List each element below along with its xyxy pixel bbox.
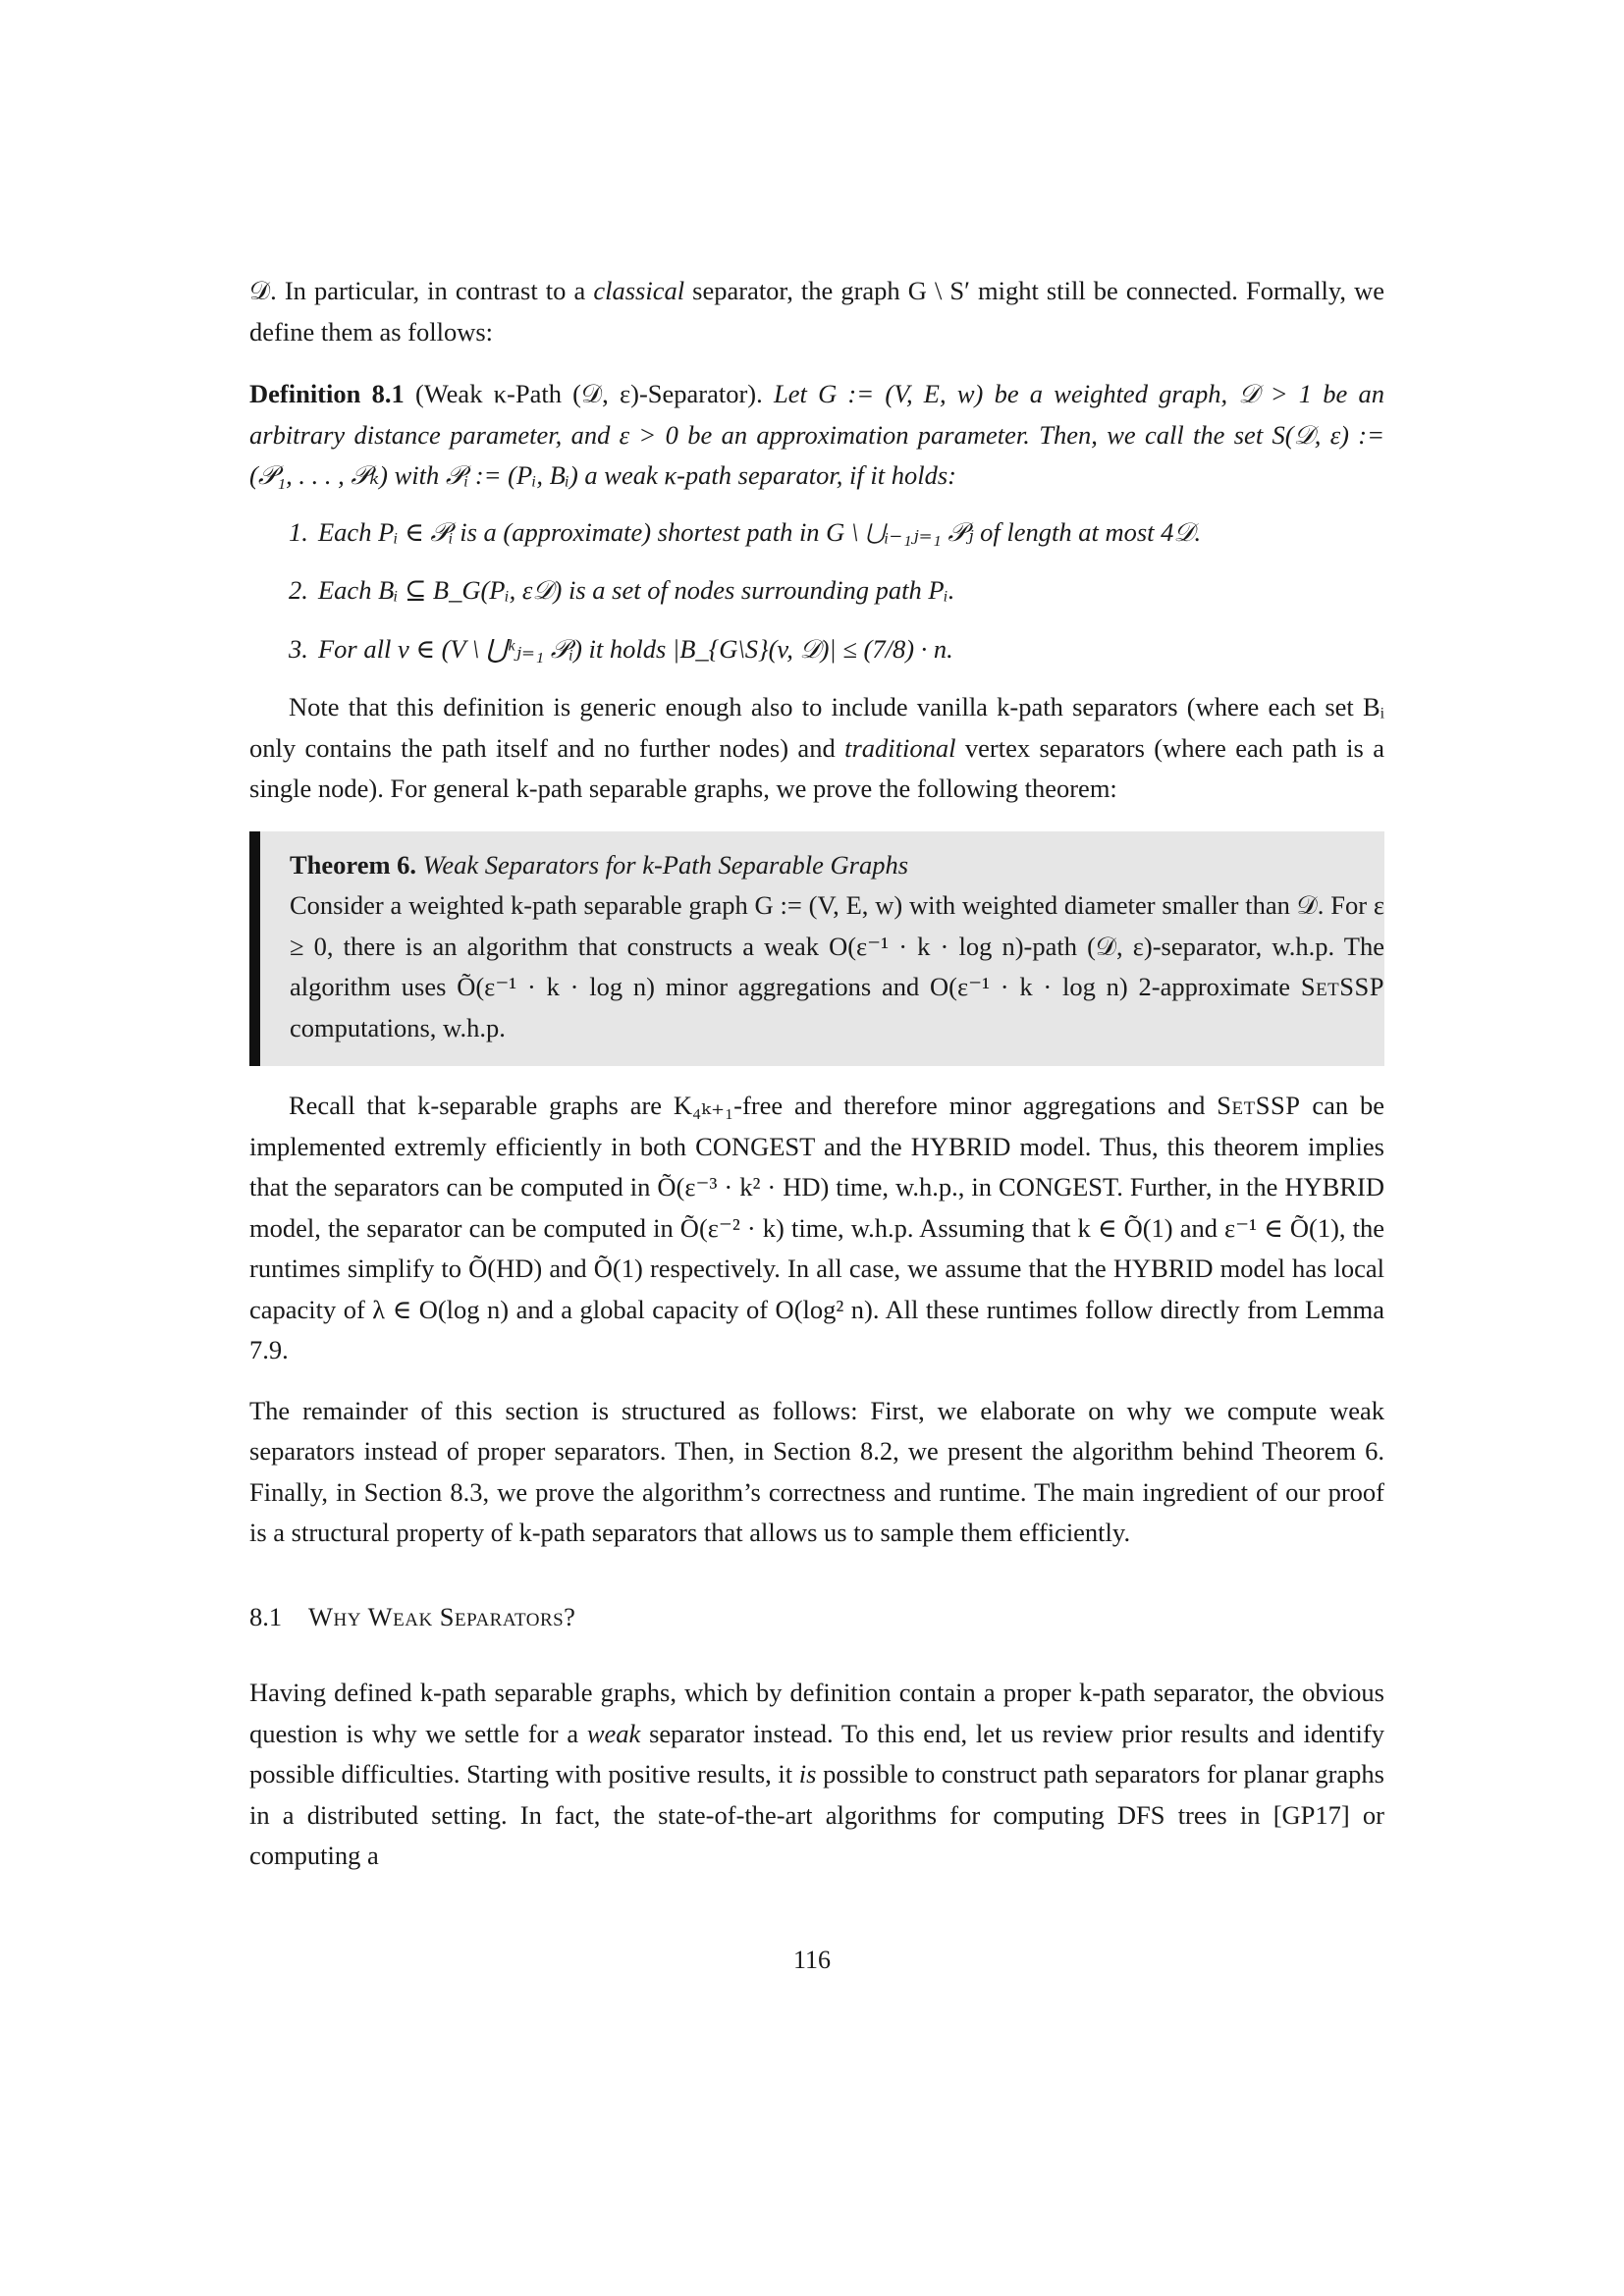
condition-text: Each Bᵢ ⊆ B_G(Pᵢ, ε𝒟) is a set of nodes surrounding path Pᵢ. [318,575,955,605]
note-text-1: Note that this definition is generic enough also to include vanilla k-path separators (where each set Bᵢ only contains the path itself and no further nodes) and [249,692,1384,763]
definition-condition-3 [289,629,1384,670]
condition-text: For all v ∈ (V \ ⋃ᵏⱼ₌₁ 𝒫ᵢ) it holds |B_{G\S}(v, 𝒟)| ≤ (7/8) · n. [318,633,953,664]
page-body [249,271,1384,1877]
section-number: 8.1 [249,1601,283,1631]
final-text-1: Having defined k-path separable graphs, which by definition contain a proper k-path separator, the obvious question is why we settle for a [249,1678,1384,1748]
definition-statement: Let G := (V, E, w) be a weighted graph, 𝒟 > 1 be an arbitrary distance parameter, and ε > 0 be an approximation parameter. Then, we call the set S(𝒟, ε) := (𝒫₁, . . . , 𝒫ₖ) with 𝒫ᵢ := (Pᵢ, Bᵢ) a weak κ-path separator, if it holds: [249,379,1385,490]
final-text-3: possible to construct path separators for planar graphs in a distributed setting. In fact, the state-of-the-art algorithms for computing DFS trees in [GP17] or computing a [249,1759,1384,1870]
theorem-box [249,831,1384,1067]
condition-text: Each Pᵢ ∈ 𝒫ᵢ is a (approximate) shortest path in G \ ⋃ᵢ₋₁ⱼ₌₁ 𝒫ⱼ of length at most 4𝒟. [318,516,1202,547]
final-text-2: separator instead. To this end, let us review prior results and identify possible difficulties. Starting with positive results, it [249,1718,1384,1789]
recall-paragraph [249,1086,1384,1371]
final-emphasis-is: is [798,1759,817,1789]
theorem-setssp: SetSSP [1300,972,1384,1001]
theorem-subtitle: Weak Separators for k-Path Separable Graphs [422,849,909,880]
remainder-paragraph: The remainder of this section is structured as follows: First, we elaborate on why we compute weak separators instead of proper separators. Then, in Section 8.2, we present the algorithm behind Theorem 6. Finally, in Section 8.3, we prove the algorithm’s correctness and runtime. The main ingredient of our proof is a structural property of k-path separators that allows us to sample them efficiently. [249,1395,1384,1547]
definition-condition-1 [289,512,1384,554]
intro-text-2: separator, the graph G \ S′ might still be connected. Formally, we define them as follows: [249,276,1384,347]
theorem-line-1: Consider a weighted k-path separable graph G := (V, E, w) with weighted diameter smaller than 𝒟. [290,890,1325,920]
definition-paragraph [249,374,1384,497]
theorem-line-3b: computations, w.h.p. [290,1012,506,1042]
definition-name: (Weak κ-Path (𝒟, ε)-Separator). [414,379,763,408]
condition-number: 2. [289,575,308,605]
definition-condition-2 [289,570,1384,612]
definition-block [249,374,1384,669]
section-title: Why Weak Separators? [308,1601,576,1631]
recall-text-1: Recall that k-separable graphs are K₄ₖ₊₁-free and therefore minor aggregations and [289,1091,1218,1120]
note-paragraph [249,687,1384,810]
condition-number: 1. [289,516,308,547]
condition-number: 3. [289,633,308,664]
final-emphasis-weak: weak [586,1718,641,1748]
note-emphasis-traditional: traditional [844,732,956,763]
final-paragraph [249,1673,1384,1877]
intro-emphasis-classical: classical [593,276,685,305]
page-number: 116 [792,1946,832,1974]
intro-text-1: 𝒟. In particular, in contrast to a [249,276,594,305]
definition-conditions-list [249,512,1384,670]
note-text-2: vertex separators (where each path is a single node). For general k-path separable graphs, we prove the following theorem: [249,732,1385,803]
recall-setssp: SetSSP [1217,1091,1301,1120]
theorem-line-3a: The algorithm uses Õ(ε⁻¹ · k · log n) minor aggregations and O(ε⁻¹ · k · log n) 2-approximate [290,931,1384,1001]
section-heading [249,1597,1384,1638]
recall-text-2: can be implemented extremly efficiently in both CONGEST and the HYBRID model. Thus, this theorem implies that the separators can be computed in Õ(ε⁻³ · k² · HD) time, w.h.p., in CONGEST. Further, in the HYBRID model, the separator can be computed in Õ(ε⁻² · k) time, w.h.p. Assuming that k ∈ Õ(1) and ε⁻¹ ∈ Õ(1), the runtimes simplify to Õ(HD) and Õ(1) respectively. In all case, we assume that the HYBRID model has local capacity of λ ∈ O(log n) and a global capacity of O(log² n). All these runtimes follow directly from Lemma 7.9. [249,1091,1384,1364]
intro-paragraph [249,271,1384,352]
definition-label: Definition 8.1 [249,379,405,408]
theorem-body [290,885,1384,1048]
theorem-heading [290,845,1384,886]
theorem-label: Theorem 6. [290,849,417,880]
theorem-line-2: For ε ≥ 0, there is an algorithm that constructs a weak O(ε⁻¹ · k · log n)-path (𝒟, ε)-separator, w.h.p. [290,890,1385,961]
